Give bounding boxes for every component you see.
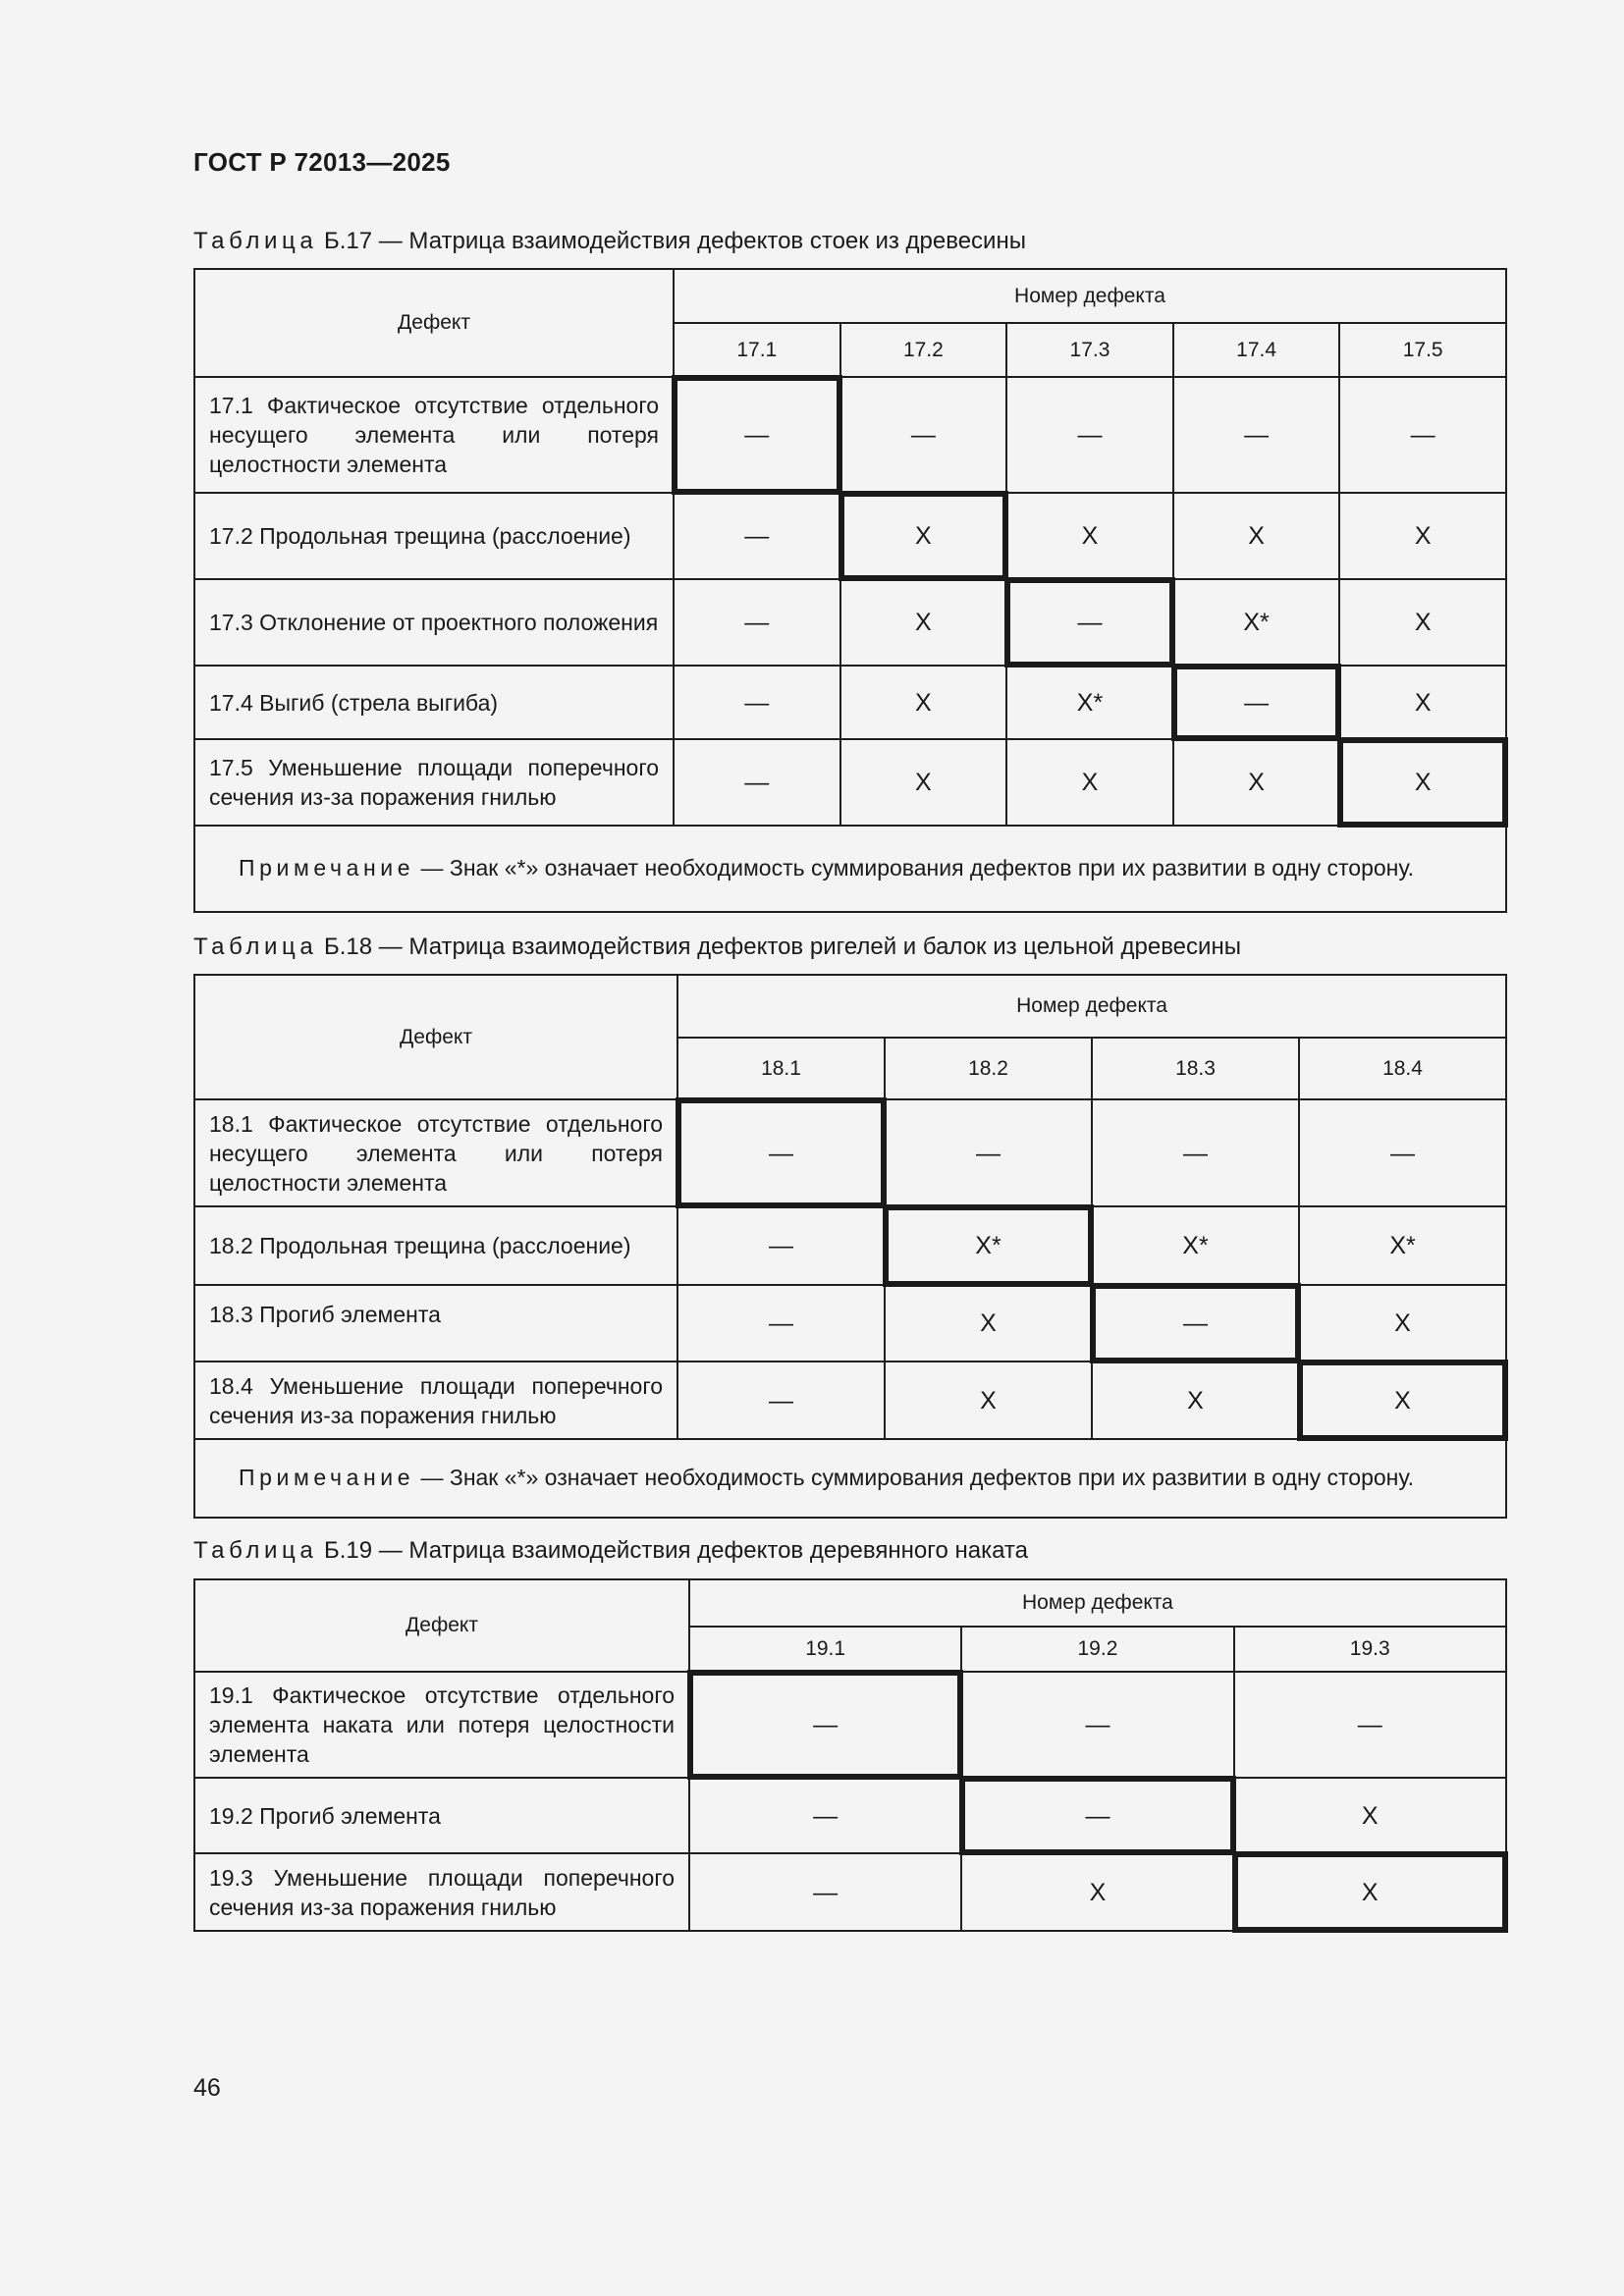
table-row [194, 666, 1506, 739]
defect-name: 17.4 Выгиб (стрела выгиба) [194, 666, 674, 739]
matrix-cell: — [1339, 377, 1506, 493]
defect-matrix-table [193, 1578, 1507, 1932]
column-number: 17.5 [1339, 323, 1506, 377]
matrix-cell: X [1173, 493, 1340, 579]
matrix-cell: — [1092, 1285, 1299, 1362]
matrix-cell: — [677, 1206, 885, 1285]
defect-name: 18.1 Фактическое отсутствие отдельного несущего элемента или потеря целостности элемента [194, 1099, 677, 1206]
defect-matrix-table [193, 268, 1507, 913]
column-number: 18.1 [677, 1038, 885, 1099]
matrix-cell: X [1339, 739, 1506, 826]
matrix-cell: — [961, 1672, 1233, 1778]
matrix-cell: — [885, 1099, 1092, 1206]
matrix-cell: — [677, 1285, 885, 1362]
matrix-cell: — [674, 739, 840, 826]
table-row [194, 1099, 1506, 1206]
matrix-cell: — [689, 1778, 961, 1853]
matrix-cell: X* [1299, 1206, 1506, 1285]
matrix-cell: X [885, 1285, 1092, 1362]
matrix-cell: X [1339, 579, 1506, 666]
matrix-cell: X* [1173, 579, 1340, 666]
matrix-cell: — [674, 493, 840, 579]
matrix-cell: X [840, 739, 1007, 826]
defect-name: 19.3 Уменьшение площади поперечного сечения из-за поражения гнилью [194, 1853, 689, 1931]
matrix-cell: — [1092, 1099, 1299, 1206]
matrix-cell: — [674, 666, 840, 739]
table-row [194, 493, 1506, 579]
defect-name: 18.4 Уменьшение площади поперечного сечения из-за поражения гнилью [194, 1362, 677, 1439]
defect-name: 18.3 Прогиб элемента [194, 1285, 677, 1362]
column-number: 17.1 [674, 323, 840, 377]
matrix-cell: X [1173, 739, 1340, 826]
column-number: 19.3 [1234, 1627, 1506, 1672]
column-number: 19.2 [961, 1627, 1233, 1672]
column-number: 17.3 [1006, 323, 1173, 377]
defect-name: 18.2 Продольная трещина (расслоение) [194, 1206, 677, 1285]
table-row [194, 1853, 1506, 1931]
table-caption: Таблица Б.17 — Матрица взаимодействия дефектов стоек из древесины [193, 228, 1026, 254]
matrix-cell: — [1006, 377, 1173, 493]
defect-name: 17.3 Отклонение от проектного положения [194, 579, 674, 666]
defect-name: 19.1 Фактическое отсутствие отдельного элемента наката или потеря целостности элемента [194, 1672, 689, 1778]
matrix-cell: X [1299, 1362, 1506, 1439]
table-row [194, 1285, 1506, 1362]
table-caption: Таблица Б.19 — Матрица взаимодействия дефектов деревянного наката [193, 1537, 1028, 1564]
table-row [194, 377, 1506, 493]
matrix-cell: X [961, 1853, 1233, 1931]
column-number: 17.2 [840, 323, 1007, 377]
column-number: 18.2 [885, 1038, 1092, 1099]
defect-number-header: Номер дефекта [677, 975, 1506, 1038]
document-header: ГОСТ Р 72013—2025 [193, 147, 451, 177]
matrix-cell: — [677, 1362, 885, 1439]
defect-matrix-table [193, 974, 1507, 1519]
matrix-cell: — [961, 1778, 1233, 1853]
matrix-cell: X [840, 493, 1007, 579]
table-row [194, 1206, 1506, 1285]
matrix-cell: X [1092, 1362, 1299, 1439]
column-number: 18.4 [1299, 1038, 1506, 1099]
defect-number-header: Номер дефекта [689, 1579, 1506, 1627]
table-row [194, 1672, 1506, 1778]
defect-name: 19.2 Прогиб элемента [194, 1778, 689, 1853]
page-number: 46 [193, 2074, 221, 2102]
matrix-cell: X [885, 1362, 1092, 1439]
matrix-cell: — [674, 579, 840, 666]
column-number: 19.1 [689, 1627, 961, 1672]
defect-name: 17.2 Продольная трещина (расслоение) [194, 493, 674, 579]
matrix-cell: — [1299, 1099, 1506, 1206]
table-caption: Таблица Б.18 — Матрица взаимодействия дефектов ригелей и балок из цельной древесины [193, 934, 1241, 960]
defect-column-header: Дефект [194, 975, 677, 1099]
table-row [194, 1362, 1506, 1439]
table-row [194, 1778, 1506, 1853]
matrix-cell: — [677, 1099, 885, 1206]
matrix-cell: — [674, 377, 840, 493]
matrix-cell: X* [1006, 666, 1173, 739]
matrix-cell: X [1006, 739, 1173, 826]
matrix-cell: X [1006, 493, 1173, 579]
defect-column-header: Дефект [194, 1579, 689, 1672]
matrix-cell: X [840, 666, 1007, 739]
matrix-cell: X [1234, 1853, 1506, 1931]
column-number: 18.3 [1092, 1038, 1299, 1099]
matrix-cell: — [689, 1672, 961, 1778]
table-row [194, 579, 1506, 666]
column-number: 17.4 [1173, 323, 1340, 377]
defect-number-header: Номер дефекта [674, 269, 1506, 323]
matrix-cell: — [840, 377, 1007, 493]
table-row [194, 739, 1506, 826]
matrix-cell: — [1173, 377, 1340, 493]
defect-column-header: Дефект [194, 269, 674, 377]
table-note: Примечание — Знак «*» означает необходимость суммирования дефектов при их развитии в одну сторону. [194, 826, 1506, 912]
defect-name: 17.1 Фактическое отсутствие отдельного несущего элемента или потеря целостности элемента [194, 377, 674, 493]
matrix-cell: — [1173, 666, 1340, 739]
matrix-cell: X [1234, 1778, 1506, 1853]
defect-name: 17.5 Уменьшение площади поперечного сечения из-за поражения гнилью [194, 739, 674, 826]
table-note: Примечание — Знак «*» означает необходимость суммирования дефектов при их развитии в одну сторону. [194, 1439, 1506, 1518]
matrix-cell: X [1339, 666, 1506, 739]
matrix-cell: X [1299, 1285, 1506, 1362]
matrix-cell: — [1006, 579, 1173, 666]
matrix-cell: X* [1092, 1206, 1299, 1285]
matrix-cell: X [1339, 493, 1506, 579]
matrix-cell: X* [885, 1206, 1092, 1285]
matrix-cell: X [840, 579, 1007, 666]
matrix-cell: — [689, 1853, 961, 1931]
matrix-cell: — [1234, 1672, 1506, 1778]
